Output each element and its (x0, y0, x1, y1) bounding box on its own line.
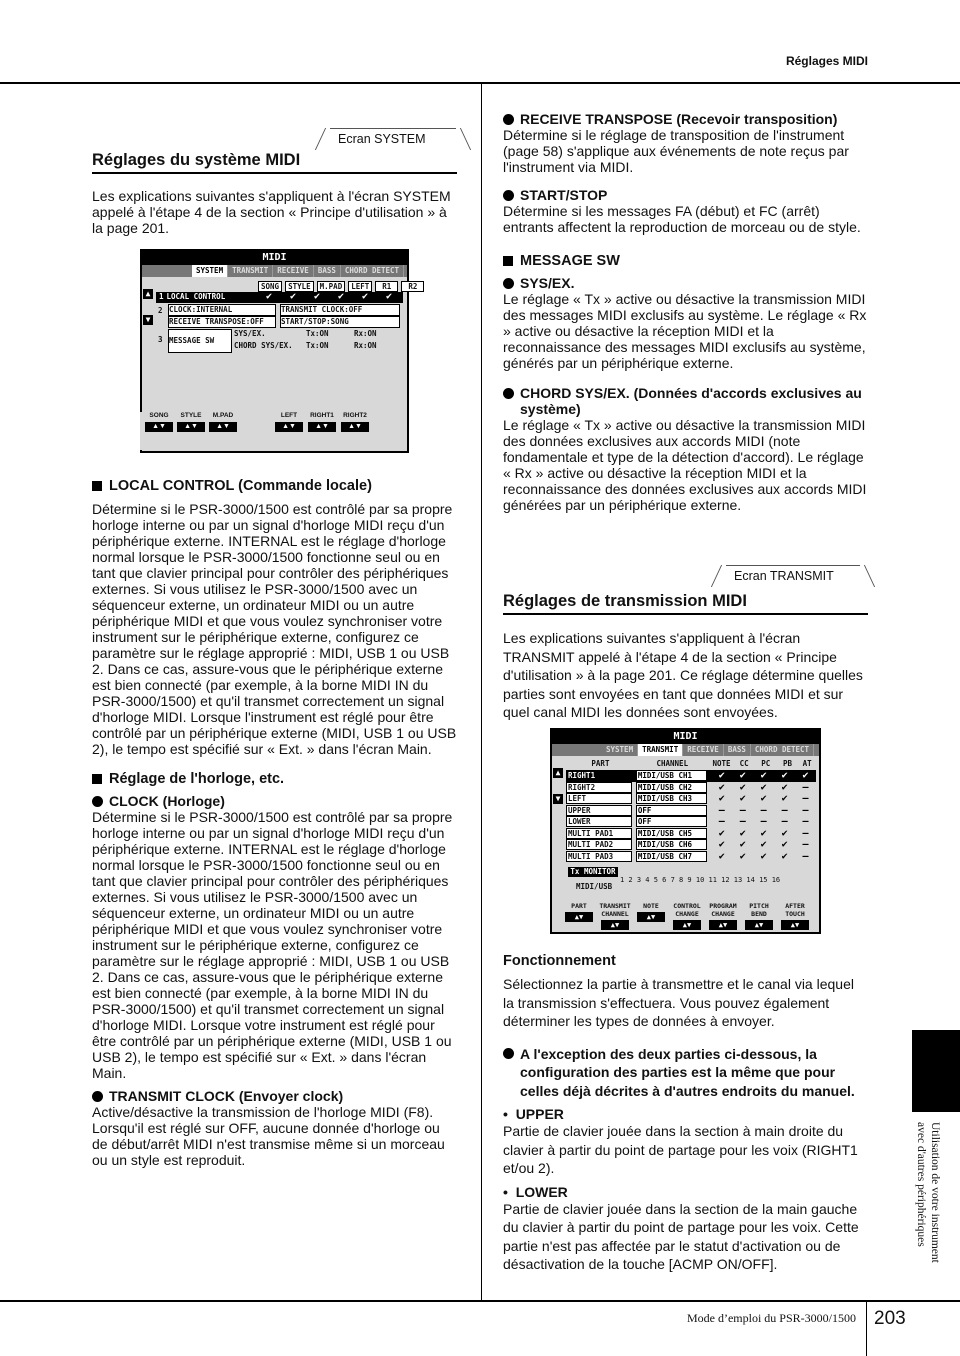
channel-cell: MIDI/USB CH5 (636, 828, 708, 839)
lower-text: Partie de clavier jouée dans la section de la main gauche du clavier à partir du point de partage pour les voix. Cette partie n'est pas affectée par le statut d'activation ou de désactivation de la touche [ACMP ON/OFF]. (503, 1200, 859, 1272)
transmit-button-2[interactable]: TRANSMIT CHANNEL ▲▼ (599, 902, 631, 929)
transmit-button-row (562, 902, 817, 930)
section-title-transmit: Réglages de transmission MIDI (503, 593, 868, 615)
start-stop-heading: START/STOP (503, 187, 868, 203)
check-icon: ✔ (739, 850, 746, 862)
round-bullet-icon (92, 796, 103, 807)
part-cell: RIGHT1 (566, 770, 632, 781)
right1-onoff-button[interactable]: RIGHT1 ▲▼ (307, 412, 337, 440)
col-header-mpad: M.PAD (317, 281, 346, 292)
dash-icon: — (760, 816, 767, 828)
table-row[interactable] (566, 770, 816, 782)
check-icon: ✔ (760, 850, 767, 862)
round-bullet-icon (503, 114, 514, 125)
channel-cell: MIDI/USB CH1 (636, 770, 708, 781)
updown-arrow-icon: ▲▼ (275, 422, 303, 432)
tab-transmit[interactable]: TRANSMIT (228, 265, 273, 277)
channel-cell: OFF (636, 805, 708, 816)
tab-transmit[interactable]: TRANSMIT (638, 744, 683, 756)
dash-icon: — (781, 816, 788, 828)
updown-arrow-icon: ▲▼ (308, 422, 336, 432)
row-local-control[interactable]: 1 LOCAL CONTROL (156, 292, 403, 303)
table-row[interactable] (566, 805, 816, 817)
table-row[interactable] (566, 816, 816, 828)
channel-cell: MIDI/USB CH2 (636, 782, 708, 793)
table-row[interactable] (566, 828, 816, 840)
check-icon: ✔ (781, 850, 788, 862)
check-icon: ✔ (718, 827, 725, 839)
sysex-heading: SYS/EX. (503, 275, 868, 291)
scroll-down-icon[interactable]: ▼ (143, 315, 153, 325)
lower-heading: • LOWER (503, 1183, 568, 1200)
tx-monitor-channels: 1 2 3 4 5 6 7 8 9 10 11 12 13 14 15 16 (620, 876, 781, 884)
header-rule (0, 82, 960, 84)
screen-label-transmit: Ecran TRANSMIT (726, 565, 860, 586)
check-icon: ✔ (739, 770, 746, 782)
exception-heading: A l'exception des deux parties ci-dessous, la configuration des parties est la même que pour celles déjà décrites à d'autres endroits du manuel. (503, 1045, 868, 1101)
transmit-clock-heading: TRANSMIT CLOCK (Envoyer clock) (92, 1088, 457, 1104)
fonctionnement-heading: Fonctionnement (503, 953, 616, 969)
channel-cell: OFF (636, 816, 708, 827)
square-bullet-icon (92, 774, 102, 784)
tab-chord-detect[interactable]: CHORD DETECT (341, 265, 404, 277)
transmit-table-header: PART CHANNEL NOTE CC PC PB AT (591, 759, 812, 768)
transmit-button-5[interactable]: PROGRAM CHANGE ▲▼ (709, 902, 737, 929)
dash-icon: — (802, 827, 809, 839)
table-row[interactable] (566, 851, 816, 863)
chord-sysex-heading: CHORD SYS/EX. (Données d'accords exclusives au système) (503, 385, 868, 417)
local-control-heading: LOCAL CONTROL (Commande locale) (92, 478, 457, 494)
table-row[interactable] (566, 839, 816, 851)
dash-icon: — (718, 804, 725, 816)
col-header-r2: R2 (401, 281, 424, 292)
dash-icon: — (760, 804, 767, 816)
left-onoff-button[interactable]: LEFT ▲▼ (274, 412, 304, 440)
updown-arrow-icon: ▲▼ (637, 912, 665, 922)
section-title-system: Réglages du système MIDI (92, 152, 457, 174)
dash-icon: — (802, 839, 809, 851)
check-icon: ✔ (739, 839, 746, 851)
updown-arrow-icon: ▲▼ (601, 920, 629, 930)
check-icon: ✔ (781, 827, 788, 839)
updown-arrow-icon: ▲▼ (177, 422, 205, 432)
receive-transpose-text: Détermine si le réglage de transposition de l'instrument (page 58) s'applique aux événements de note reçus par l'instrument via MIDI. (503, 127, 849, 175)
channel-cell: MIDI/USB CH3 (636, 793, 708, 804)
table-row[interactable] (566, 793, 816, 805)
page-number: 203 (874, 1308, 906, 1329)
local-control-text: Détermine si le PSR-3000/1500 est contrôlé par sa propre horloge interne ou par un signal d'horloge MIDI reçu d'un périphérique externe. INTERNAL est le réglage d'horloge normal lorsque le PSR-3000/1500 fonctionne seul ou en tant que clavier principal pour contrôler des périphériques externes. Si vous utilisez le PSR-3000/1500 avec un séquenceur externe, un ordinateur MIDI ou un autre périphérique MIDI et que vous voulez synchroniser votre instrument sur le périphérique externe, configurez ce paramètre sur le réglage approprié : MIDI, USB 1 ou USB 2. Dans ce cas, assure-vous que le périphérique externe est bien connecté (par exemple, à la borne MIDI IN du PSR-3000/1500) et qu'il transmet correctement un signal d'horloge MIDI. Lorsque l'instrument est réglé pour être contrôlé par un périphérique externe (MIDI, USB 1 ou USB 2), le tempo est spécifié sur « Ext. » dans l'écran Main. (92, 501, 457, 757)
updown-arrow-icon: ▲▼ (341, 422, 369, 432)
check-icon: ✔ (802, 770, 809, 782)
system-button-row (140, 412, 405, 450)
tab-receive[interactable]: RECEIVE (273, 265, 314, 277)
right2-onoff-button[interactable]: RIGHT2 ▲▼ (340, 412, 370, 440)
round-bullet-icon (503, 190, 514, 201)
transmit-button-1[interactable]: PART ▲▼ (562, 902, 596, 930)
part-cell: MULTI PAD1 (566, 828, 632, 839)
col-header-r1: R1 (375, 281, 398, 292)
scroll-up-icon[interactable]: ▲ (553, 768, 563, 778)
screen-tabs (142, 265, 407, 277)
dash-icon: — (802, 781, 809, 793)
dash-icon: — (802, 850, 809, 862)
row-number: 3 (158, 335, 163, 344)
check-icon: ✔ (718, 770, 725, 782)
check-icon: ✔ (718, 793, 725, 805)
intro-text: Les explications suivantes s'appliquent à l'écran SYSTEM appelé à l'étape 4 de la section « Principe d'utilisation » à la page 201. (92, 188, 451, 236)
channel-cell: MIDI/USB CH6 (636, 839, 708, 850)
check-icon: ✔ (760, 770, 767, 782)
start-stop-text: Détermine si les messages FA (début) et FC (arrêt) entrants affectent la reproduction de morceau ou de style. (503, 203, 861, 235)
part-cell: RIGHT2 (566, 782, 632, 793)
transmit-table (566, 770, 816, 862)
check-icon: ✔ (781, 839, 788, 851)
check-icon: ✔ (385, 291, 393, 302)
running-header: Réglages MIDI (785, 54, 868, 68)
style-onoff-button[interactable]: STYLE ▲▼ (176, 412, 206, 440)
round-bullet-icon (503, 388, 514, 399)
updown-arrow-icon: ▲▼ (145, 422, 173, 432)
dash-icon: — (802, 804, 809, 816)
tx-monitor-label: Tx MONITOR (568, 867, 618, 877)
tab-system[interactable]: SYSTEM (602, 744, 638, 756)
check-icon: ✔ (289, 291, 297, 302)
dash-icon: — (802, 816, 809, 828)
check-icon: ✔ (781, 793, 788, 805)
round-bullet-icon (503, 1048, 514, 1059)
clock-heading: CLOCK (Horloge) (92, 793, 457, 809)
check-icon: ✔ (739, 827, 746, 839)
fonctionnement-text: Sélectionnez la partie à transmettre et le canal via lequel la transmission s'effectuera. Vous pouvez également déterminer les types de données à envoyer. (503, 976, 854, 1029)
dash-icon: — (739, 816, 746, 828)
upper-text: Partie de clavier jouée dans la section à main droite du clavier à partir du point de partage pour les voix (RIGHT1 et/ou 2). (503, 1123, 858, 1176)
song-onoff-button[interactable]: SONG ▲▼ (144, 412, 174, 440)
check-icon: ✔ (718, 839, 725, 851)
check-icon: ✔ (337, 291, 345, 302)
channel-cell: MIDI/USB CH7 (636, 851, 708, 862)
part-cell: MULTI PAD2 (566, 839, 632, 850)
check-icon: ✔ (361, 291, 369, 302)
square-bullet-icon (92, 481, 102, 491)
dash-icon: — (718, 816, 725, 828)
part-cell: MULTI PAD3 (566, 851, 632, 862)
footer-divider (866, 1300, 867, 1356)
round-bullet-icon (503, 278, 514, 289)
updown-arrow-icon: ▲▼ (673, 920, 701, 930)
updown-arrow-icon: ▲▼ (565, 912, 593, 922)
updown-arrow-icon: ▲▼ (745, 920, 773, 930)
check-icon: ✔ (739, 781, 746, 793)
part-cell: UPPER (566, 805, 632, 816)
transmit-clock-text: Active/désactive la transmission de l'horloge MIDI (F8). Lorsqu'il est réglé sur OFF, aucune donnée d'horloge ou de début/arrêt MIDI n'est transmise même si un morceau ou un style est reproduit. (92, 1104, 445, 1168)
tab-chord-detect[interactable]: CHORD DETECT (751, 744, 814, 756)
tab-bass[interactable]: BASS (314, 265, 341, 277)
transmit-clock-setting[interactable]: TRANSMIT CLOCK:OFF (280, 304, 400, 316)
message-sw-heading: MESSAGE SW (503, 253, 868, 269)
message-sw-rows: SYS/EX. Tx:ON Rx:ON CHORD SYS/EX. Tx:ON Rx:ON (234, 329, 377, 350)
part-cell: LEFT (566, 793, 632, 804)
clock-text: Détermine si le PSR-3000/1500 est contrôlé par sa propre horloge interne ou par un signal d'horloge MIDI reçu d'un périphérique externe. INTERNAL est le réglage d'horloge normal lorsque le PSR-3000/1500 fonctionne seul ou en tant que clavier principal pour contrôler des périphériques externes. Si vous utilisez le PSR-3000/1500 avec un séquenceur externe, un ordinateur MIDI ou un autre périphérique MIDI et que vous voulez synchroniser votre instrument sur le périphérique externe, configurez ce paramètre sur le réglage approprié : MIDI, USB 1 ou USB 2. Dans ce cas, assure-vous que le périphérique externe est bien connecté (par exemple, à la borne MIDI IN du PSR-3000/1500) et qu'il transmet correctement un signal d'horloge MIDI. Lorsque votre instrument est réglé pour être contrôlé par un périphérique externe (MIDI, USB 1 ou USB 2), le tempo est spécifié sur « Ext. » dans l'écran Main. (92, 809, 453, 1081)
dash-icon: — (802, 793, 809, 805)
transmit-intro-text: Les explications suivantes s'appliquent à l'écran TRANSMIT appelé à l'étape 4 de la section « Principe d'utilisation » à la page 201. Ce réglage détermine quelles parties sont envoyées en tant que données MIDI et sur quel canal MIDI les données sont envoyées. (503, 630, 863, 720)
footer-rule (0, 1300, 960, 1302)
sysex-text: Le réglage « Tx » active ou désactive la transmission MIDI des messages MIDI exclusifs au système. Le réglage « Rx » active ou désactive la réception MIDI et la reconnaissance des messages MIDI exclusifs au système, générés par un périphérique externe. (503, 291, 867, 371)
check-icon: ✔ (781, 770, 788, 782)
check-icon: ✔ (760, 793, 767, 805)
updown-arrow-icon: ▲▼ (781, 920, 809, 930)
tab-system[interactable]: SYSTEM (192, 265, 228, 277)
transmit-button-7[interactable]: AFTER TOUCH ▲▼ (778, 902, 812, 930)
transmit-screen (550, 728, 821, 934)
updown-arrow-icon: ▲▼ (709, 920, 737, 930)
check-icon: ✔ (739, 793, 746, 805)
check-icon: ✔ (781, 781, 788, 793)
scroll-down-icon[interactable]: ▼ (553, 794, 563, 804)
square-bullet-icon (503, 256, 513, 266)
updown-arrow-icon: ▲▼ (209, 422, 237, 432)
tab-receive[interactable]: RECEIVE (683, 744, 724, 756)
tab-bass[interactable]: BASS (724, 744, 751, 756)
check-icon: ✔ (760, 839, 767, 851)
chapter-tab (912, 1030, 960, 1112)
dash-icon: — (781, 804, 788, 816)
tx-monitor-port: MIDI/USB (576, 882, 613, 891)
chapter-tab-label: Utilisation de votre instrument avec d'autres périphériques (915, 1122, 941, 1263)
check-icon: ✔ (718, 781, 725, 793)
screen-tabs (552, 744, 819, 756)
screen-label-system: Ecran SYSTEM (330, 128, 456, 149)
check-icon: ✔ (718, 850, 725, 862)
check-icon: ✔ (760, 827, 767, 839)
col-header-song: SONG (258, 281, 282, 292)
table-row[interactable] (566, 782, 816, 794)
receive-transpose-setting[interactable]: RECEIVE TRANSPOSE:OFF (168, 316, 276, 328)
scroll-up-icon[interactable]: ▲ (143, 289, 153, 299)
check-icon: ✔ (265, 291, 273, 302)
column-divider (481, 84, 482, 1300)
horloge-heading: Réglage de l'horloge, etc. (92, 771, 457, 787)
part-cell: LOWER (566, 816, 632, 827)
dash-icon: — (739, 804, 746, 816)
transmit-button-6[interactable]: PITCH BEND ▲▼ (742, 902, 776, 930)
footer-manual-title: Mode d’emploi du PSR-3000/1500 (686, 1311, 856, 1325)
check-icon: ✔ (760, 781, 767, 793)
screen-title: MIDI (552, 730, 819, 744)
upper-heading: • UPPER (503, 1106, 564, 1122)
clock-setting[interactable]: CLOCK:INTERNAL (168, 304, 276, 316)
screen-title: MIDI (142, 251, 407, 265)
mpad-onoff-button[interactable]: M.PAD ▲▼ (208, 412, 238, 440)
row-number: 2 (158, 306, 163, 315)
receive-transpose-heading: RECEIVE TRANSPOSE (Recevoir transposition) (503, 111, 868, 127)
transmit-button-3[interactable]: NOTE ▲▼ (634, 902, 668, 930)
round-bullet-icon (92, 1091, 103, 1102)
col-header-style: STYLE (285, 281, 314, 292)
message-sw-label: MESSAGE SW (168, 329, 232, 353)
chord-sysex-text: Le réglage « Tx » active ou désactive la transmission MIDI des données exclusives aux accords MIDI (note fondamentale et type de la détection d'accord). Le réglage « Rx » active ou désactive la réception MIDI et la reconnaissance des données exclusives aux accords MIDI générées par un périphérique externe. (503, 417, 867, 513)
transmit-button-4[interactable]: CONTROL CHANGE ▲▼ (673, 902, 701, 929)
col-header-left: LEFT (348, 281, 372, 292)
check-icon: ✔ (313, 291, 321, 302)
start-stop-setting[interactable]: START/STOP:SONG (280, 316, 400, 328)
